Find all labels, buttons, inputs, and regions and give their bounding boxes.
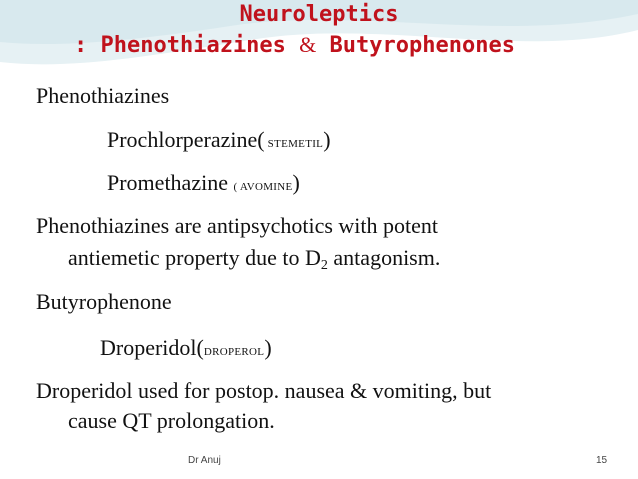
drug-prochlorperazine-name: Prochlorperazine( (107, 127, 265, 152)
drug-droperidol-close: ) (264, 335, 272, 360)
drug-prochlorperazine-brand: STEMETIL (264, 138, 324, 150)
title-line-2 (74, 32, 515, 58)
page-number: 15 (596, 455, 608, 466)
title-line-2-part-b: Butyrophenones (316, 33, 515, 58)
footer-author: Dr Anuj (188, 455, 221, 466)
heading-butyrophenone: Butyrophenone (36, 289, 172, 314)
title-ampersand: & (299, 32, 317, 57)
paragraph-droperidol-line-2: cause QT prolongation. (68, 408, 275, 433)
drug-promethazine-name: Promethazine (107, 170, 234, 195)
para1-line2-subscript: 2 (320, 258, 328, 273)
drug-droperidol-name: Droperidol( (100, 335, 204, 360)
title-line-1: Neuroleptics (239, 2, 399, 27)
drug-prochlorperazine (107, 127, 331, 157)
drug-droperidol-brand: DROPEROL (203, 346, 265, 358)
drug-promethazine-brand: ( AVOMINE (233, 181, 293, 193)
drug-droperidol (100, 335, 272, 365)
drug-promethazine-close: ) (292, 170, 300, 195)
para1-line2-pre: antiemetic property due to D (68, 245, 321, 270)
paragraph-phenothiazines-line-2 (68, 245, 440, 271)
drug-prochlorperazine-close: ) (323, 127, 331, 152)
title-line-2-part-a: : Phenothiazines (74, 33, 300, 58)
drug-promethazine (107, 170, 300, 200)
paragraph-phenothiazines-line-1: Phenothiazines are antipsychotics with potent (36, 213, 439, 238)
paragraph-droperidol-line-1: Droperidol used for postop. nausea & vomiting, but (36, 378, 492, 403)
para1-line2-post: antagonism. (327, 245, 441, 270)
heading-phenothiazines: Phenothiazines (36, 83, 170, 108)
